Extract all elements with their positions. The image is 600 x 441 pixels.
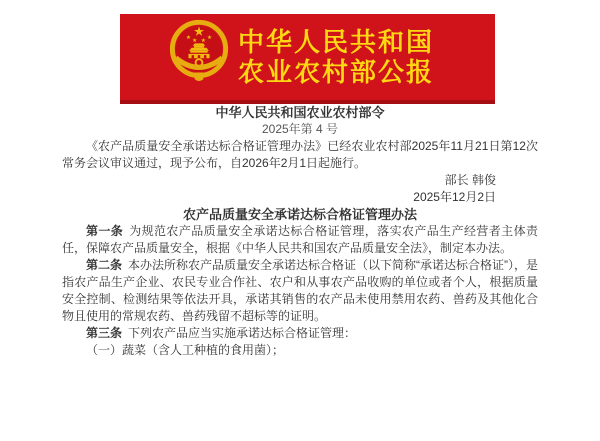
article-3 [62, 325, 538, 342]
order-issue-number: 2025年第 4 号 [261, 122, 339, 136]
banner-title-line2: 农业农村部公报 [238, 57, 435, 87]
regulation-title: 农产品质量安全承诺达标合格证管理办法 [182, 207, 417, 222]
signature-minister: 部长 韩俊 [444, 173, 496, 187]
list-item-1: （一）蔬菜（含人工种植的食用菌）； [86, 343, 285, 357]
national-emblem-icon [168, 18, 230, 96]
article-3-label: 第三条 [86, 326, 123, 340]
article-1 [62, 223, 538, 257]
article-2 [62, 257, 538, 325]
article-1-label: 第一条 [86, 224, 124, 238]
order-heading: 中华人民共和国农业农村部令 [215, 105, 385, 120]
article-2-label: 第二条 [86, 258, 123, 272]
gazette-banner [120, 14, 495, 104]
article-1-text: 为规范农产品质量安全承诺达标合格证管理，落实农产品生产经营者主体责任，保障农产品质量安全，根据《中华人民共和国农产品质量安全法》，制定本办法。 [62, 224, 538, 255]
document-body [62, 104, 538, 359]
article-2-text: 本办法所称农产品质量安全承诺达标合格证（以下简称“承诺达标合格证”），是指农产品生产企业、农民专业合作社、农户和从事农产品收购的单位或者个人，根据质量安全控制、检测结果等依法开具，承诺其销售的农产品未使用禁用农药、兽药及其他化合物且使用的常规农药、兽药残留不超标等的证明。 [62, 258, 539, 323]
article-3-text: 下列农产品应当实施承诺达标合格证管理： [128, 326, 357, 340]
order-announcement: 《农产品质量安全承诺达标合格证管理办法》已经农业农村部2025年11月21日第12次常务会议审议通过，现予公布，自2026年2月1日起施行。 [62, 139, 538, 170]
banner-title [238, 27, 434, 87]
signature-date: 2025年12月2日 [413, 190, 496, 204]
banner-title-line1: 中华人民共和国 [238, 27, 435, 57]
